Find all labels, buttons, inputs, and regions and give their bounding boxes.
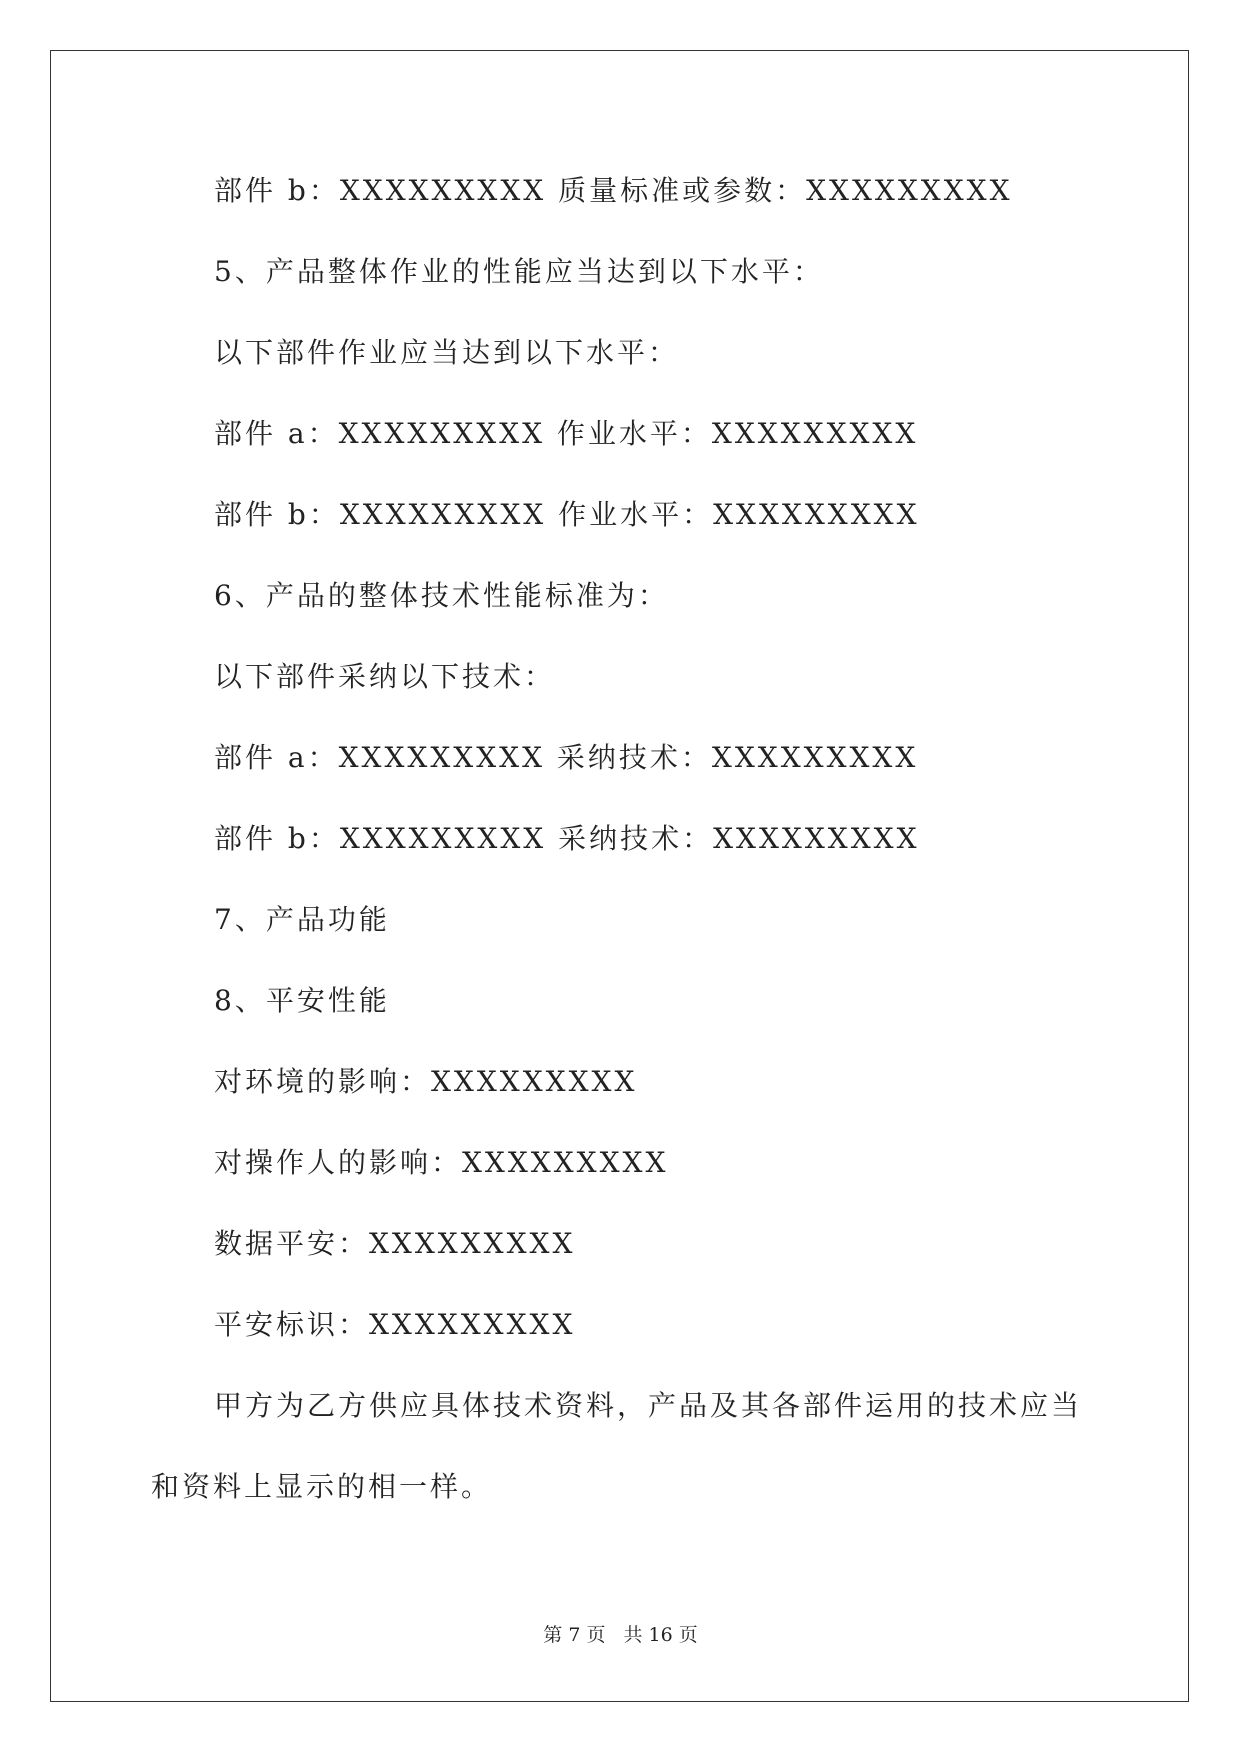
- text-line-parts-technology: 以下部件采纳以下技术：: [214, 660, 556, 693]
- total-page-count: 共 16 页: [623, 1624, 698, 1646]
- text-line-part-b-work-level: 部件 b：XXXXXXXXX 作业水平：XXXXXXXXX: [214, 498, 920, 531]
- current-page-number: 第 7 页: [543, 1624, 606, 1646]
- text-line-part-b-technology: 部件 b：XXXXXXXXX 采纳技术：XXXXXXXXX: [214, 822, 920, 855]
- text-line-section-8-heading: 8、平安性能: [214, 984, 390, 1017]
- text-line-operator-impact: 对操作人的影响：XXXXXXXXX: [214, 1146, 669, 1179]
- text-line-part-a-work-level: 部件 a：XXXXXXXXX 作业水平：XXXXXXXXX: [214, 417, 919, 450]
- text-line-safety-marking: 平安标识：XXXXXXXXX: [214, 1308, 576, 1341]
- text-line-parts-work-level: 以下部件作业应当达到以下水平：: [214, 336, 680, 369]
- text-line-part-b-quality: 部件 b：XXXXXXXXX 质量标准或参数：XXXXXXXXX: [214, 174, 1013, 207]
- text-line-paragraph-end: 和资料上显示的相一样。: [151, 1470, 493, 1503]
- text-line-section-6-heading: 6、产品的整体技术性能标准为：: [214, 579, 669, 612]
- text-line-data-security: 数据平安：XXXXXXXXX: [214, 1227, 576, 1260]
- text-line-part-a-technology: 部件 a：XXXXXXXXX 采纳技术：XXXXXXXXX: [214, 741, 919, 774]
- page-footer: [0, 1620, 1241, 1647]
- text-line-environment-impact: 对环境的影响：XXXXXXXXX: [214, 1065, 638, 1098]
- text-line-section-7-heading: 7、产品功能: [214, 903, 390, 936]
- page-border: [50, 50, 1189, 1702]
- text-line-section-5-heading: 5、产品整体作业的性能应当达到以下水平：: [214, 255, 824, 288]
- text-line-paragraph-start: 甲方为乙方供应具体技术资料，产品及其各部件运用的技术应当: [214, 1389, 1083, 1422]
